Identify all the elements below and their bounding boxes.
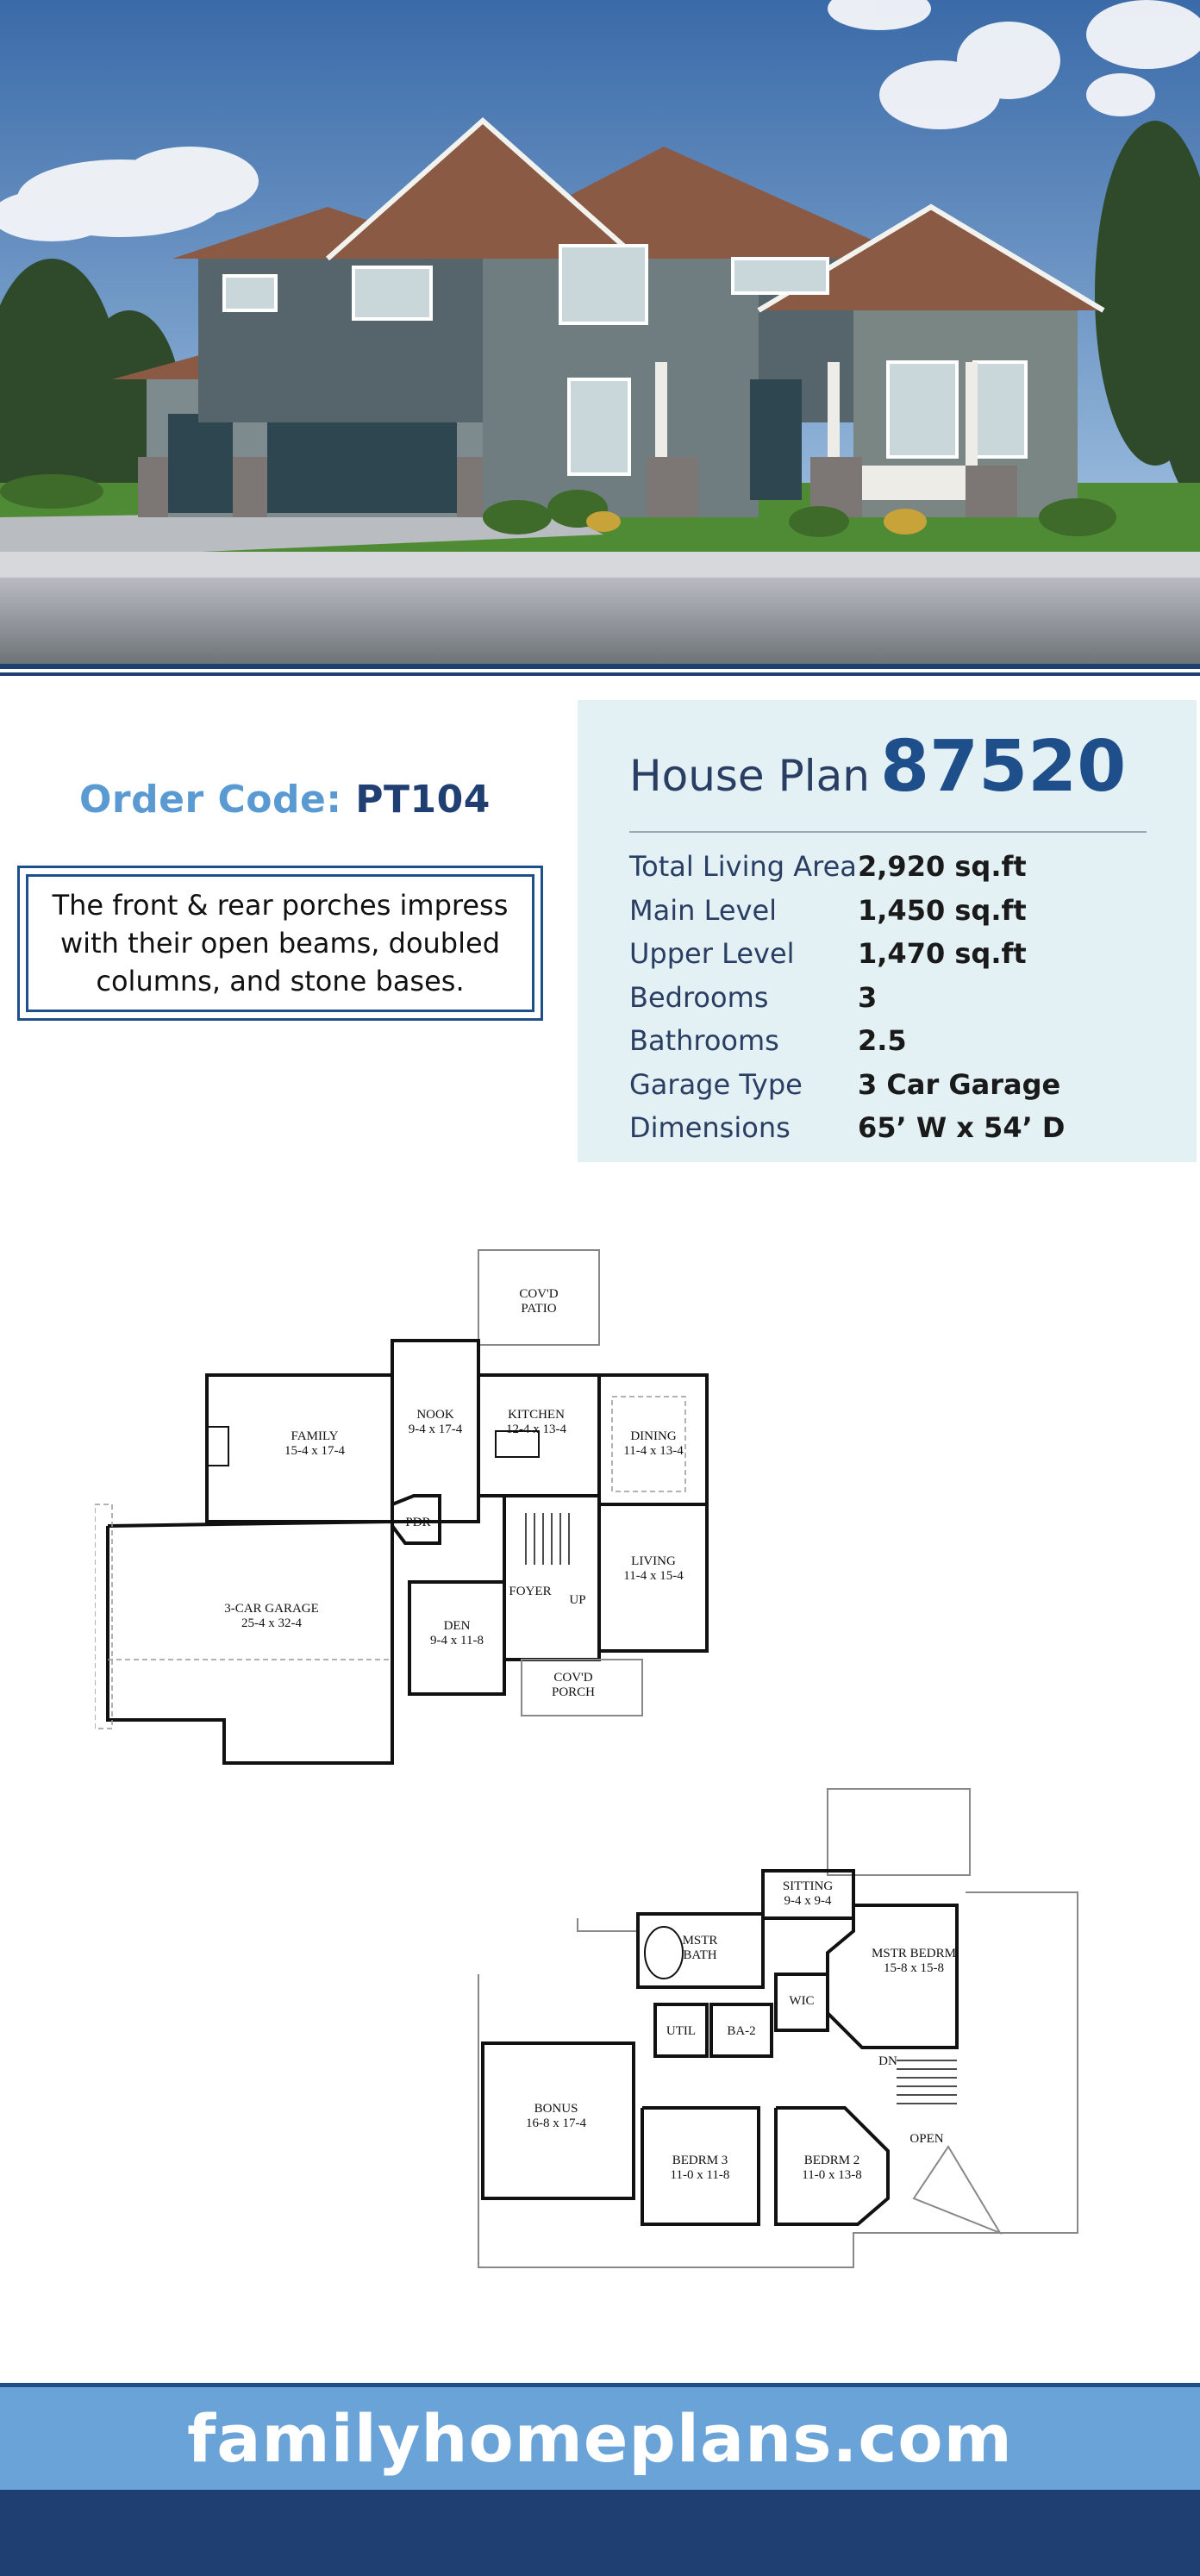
spec-row	[629, 1106, 1065, 1150]
description-box	[17, 866, 543, 1021]
room-label-up: UP	[569, 1593, 586, 1607]
room-label-pdr: PDR	[405, 1516, 431, 1529]
order-code-label: Order Code:	[79, 778, 342, 822]
room-label-dining: DINING 11-4 x 13-4	[623, 1429, 684, 1458]
house-rendering	[0, 0, 1200, 681]
hero-divider	[0, 664, 1200, 679]
spec-value: 3	[858, 980, 878, 1014]
description-text: The front & rear porches impress with their open beams, doubled columns, and stone bases.	[52, 889, 509, 997]
room-label-nook: NOOK 9-4 x 17-4	[408, 1408, 463, 1436]
main-floor-plan	[95, 1246, 733, 1775]
spec-value: 65’ W x 54’ D	[858, 1111, 1066, 1145]
room-label-bonus: BONUS 16-8 x 17-4	[526, 2102, 586, 2130]
room-label-util: UTIL	[666, 2024, 697, 2038]
plan-title-label: House Plan	[629, 751, 870, 801]
spec-row	[629, 1063, 1065, 1107]
spec-value: 1,470 sq.ft	[858, 937, 1027, 971]
room-label-wic: WIC	[789, 1994, 815, 2008]
spec-value: 2.5	[858, 1024, 907, 1058]
spec-key: Dimensions	[629, 1111, 791, 1145]
order-code	[79, 778, 491, 822]
room-label-living: LIVING 11-4 x 15-4	[623, 1554, 684, 1583]
main-floor-drawing	[95, 1246, 733, 1772]
spec-key: Bathrooms	[629, 1024, 779, 1058]
upper-floor-plan	[466, 1785, 1086, 2288]
spec-value: 1,450 sq.ft	[858, 893, 1027, 927]
room-label-dn: DN	[878, 2054, 897, 2068]
spec-row	[629, 932, 1065, 976]
order-code-value: PT104	[355, 778, 491, 822]
spec-key: Main Level	[629, 893, 778, 927]
spec-key: Total Living Area	[629, 850, 857, 884]
room-label-mstr-bath: MSTR BATH	[682, 1934, 718, 1962]
plan-spec-panel	[578, 700, 1197, 1162]
spec-key: Upper Level	[629, 937, 795, 971]
spec-value: 3 Car Garage	[858, 1067, 1061, 1101]
plan-number: 87520	[879, 726, 1127, 808]
room-label-bedrm3: BEDRM 3 11-0 x 11-8	[670, 2154, 730, 2182]
room-label-bedrm2: BEDRM 2 11-0 x 13-8	[802, 2154, 862, 2182]
spec-table	[629, 845, 1065, 1150]
upper-floor-drawing	[466, 1785, 1086, 2285]
footer-website-link[interactable]: familyhomeplans.com	[187, 2400, 1013, 2477]
plan-title	[629, 726, 1126, 808]
spec-row	[629, 845, 1065, 889]
footer-bar	[0, 2490, 1200, 2576]
room-label-sitting: SITTING 9-4 x 9-4	[782, 1879, 834, 1908]
room-label-mstr-bedrm: MSTR BEDRM 15-8 x 15-8	[872, 1947, 956, 1975]
room-label-den: DEN 9-4 x 11-8	[430, 1619, 484, 1648]
room-label-garage: 3-CAR GARAGE 25-4 x 32-4	[224, 1602, 319, 1630]
room-label-kitchen: KITCHEN 12-4 x 13-4	[506, 1408, 566, 1436]
spec-key: Bedrooms	[629, 980, 769, 1014]
spec-divider	[629, 831, 1147, 833]
footer-banner	[0, 2383, 1200, 2490]
spec-row	[629, 976, 1065, 1020]
room-label-family: FAMILY 15-4 x 17-4	[284, 1429, 345, 1458]
room-label-foyer: FOYER	[509, 1585, 552, 1598]
house-illustration	[0, 0, 1200, 681]
spec-row	[629, 889, 1065, 933]
spec-value: 2,920 sq.ft	[858, 850, 1027, 884]
spec-key: Garage Type	[629, 1067, 803, 1101]
room-label-open: OPEN	[909, 2132, 944, 2146]
room-label-ba2: BA-2	[727, 2024, 756, 2038]
spec-row	[629, 1019, 1065, 1063]
room-label-patio: COV'D PATIO	[519, 1287, 559, 1316]
room-label-porch: COV'D PORCH	[551, 1671, 596, 1699]
